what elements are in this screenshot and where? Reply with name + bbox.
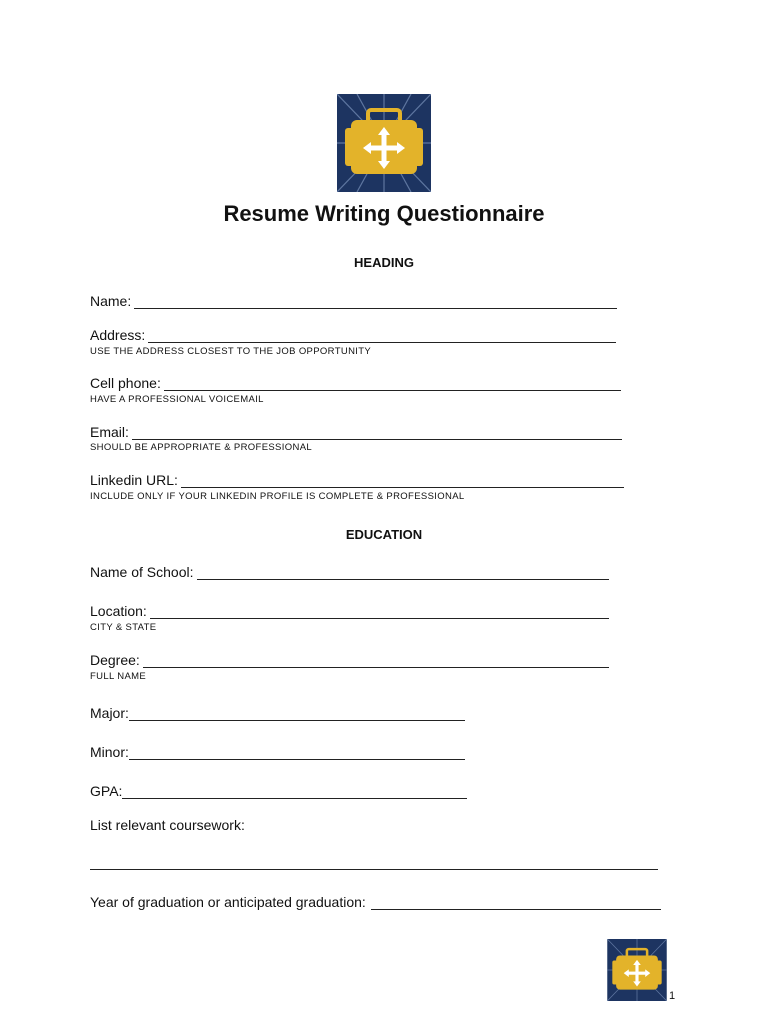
school-blank-line[interactable] bbox=[197, 565, 609, 580]
section-heading-title: HEADING bbox=[354, 255, 414, 270]
name-field[interactable] bbox=[90, 293, 617, 309]
linkedin-blank-line[interactable] bbox=[181, 473, 624, 488]
location-note: CITY & STATE bbox=[90, 622, 157, 633]
cell-phone-field[interactable] bbox=[90, 375, 621, 391]
address-label: Address: bbox=[90, 327, 146, 343]
graduation-blank-line[interactable] bbox=[371, 895, 661, 910]
gpa-blank-line[interactable] bbox=[122, 784, 467, 799]
email-note: SHOULD BE APPROPRIATE & PROFESSIONAL bbox=[90, 442, 313, 453]
address-blank-line[interactable] bbox=[148, 328, 616, 343]
major-field[interactable] bbox=[90, 705, 465, 721]
linkedin-note: INCLUDE ONLY IF YOUR LINKEDIN PROFILE IS COMPLETE & PROFESSIONAL bbox=[90, 491, 465, 502]
minor-blank-line[interactable] bbox=[129, 745, 465, 760]
degree-blank-line[interactable] bbox=[143, 653, 609, 668]
cell-phone-blank-line[interactable] bbox=[164, 376, 621, 391]
gpa-field[interactable] bbox=[90, 783, 467, 799]
name-blank-line[interactable] bbox=[134, 294, 617, 309]
minor-label: Minor: bbox=[90, 744, 129, 760]
cell-phone-note: HAVE A PROFESSIONAL VOICEMAIL bbox=[90, 394, 264, 405]
degree-label: Degree: bbox=[90, 652, 140, 668]
cell-phone-label: Cell phone: bbox=[90, 375, 161, 391]
coursework-blank-line[interactable] bbox=[90, 869, 658, 870]
minor-field[interactable] bbox=[90, 744, 465, 760]
page-number: 1 bbox=[669, 990, 676, 1002]
linkedin-label: Linkedin URL: bbox=[90, 472, 178, 488]
degree-note: FULL NAME bbox=[90, 671, 147, 682]
gpa-label: GPA: bbox=[90, 783, 123, 799]
briefcase-with-arrows-icon bbox=[337, 94, 431, 192]
email-field[interactable] bbox=[90, 424, 622, 440]
linkedin-field[interactable] bbox=[90, 472, 624, 488]
briefcase-with-arrows-icon bbox=[607, 939, 667, 1001]
degree-field[interactable] bbox=[90, 652, 609, 668]
location-field[interactable] bbox=[90, 603, 609, 619]
email-blank-line[interactable] bbox=[132, 425, 622, 440]
page-title: Resume Writing Questionnaire bbox=[223, 201, 545, 226]
email-label: Email: bbox=[90, 424, 129, 440]
section-education-title: EDUCATION bbox=[345, 527, 423, 542]
location-blank-line[interactable] bbox=[150, 604, 609, 619]
major-label: Major: bbox=[90, 705, 129, 721]
name-label: Name: bbox=[90, 293, 132, 309]
major-blank-line[interactable] bbox=[129, 706, 465, 721]
school-label: Name of School: bbox=[90, 564, 194, 580]
briefcase-logo bbox=[337, 94, 431, 192]
school-field[interactable] bbox=[90, 564, 609, 580]
graduation-label: Year of graduation or anticipated graduation: bbox=[90, 894, 366, 910]
location-label: Location: bbox=[90, 603, 147, 619]
address-note: USE THE ADDRESS CLOSEST TO THE JOB OPPORTUNITY bbox=[90, 346, 372, 357]
graduation-field[interactable] bbox=[90, 894, 661, 910]
address-field[interactable] bbox=[90, 327, 616, 343]
footer-briefcase-logo bbox=[607, 939, 667, 1001]
coursework-label: List relevant coursework: bbox=[90, 817, 245, 833]
